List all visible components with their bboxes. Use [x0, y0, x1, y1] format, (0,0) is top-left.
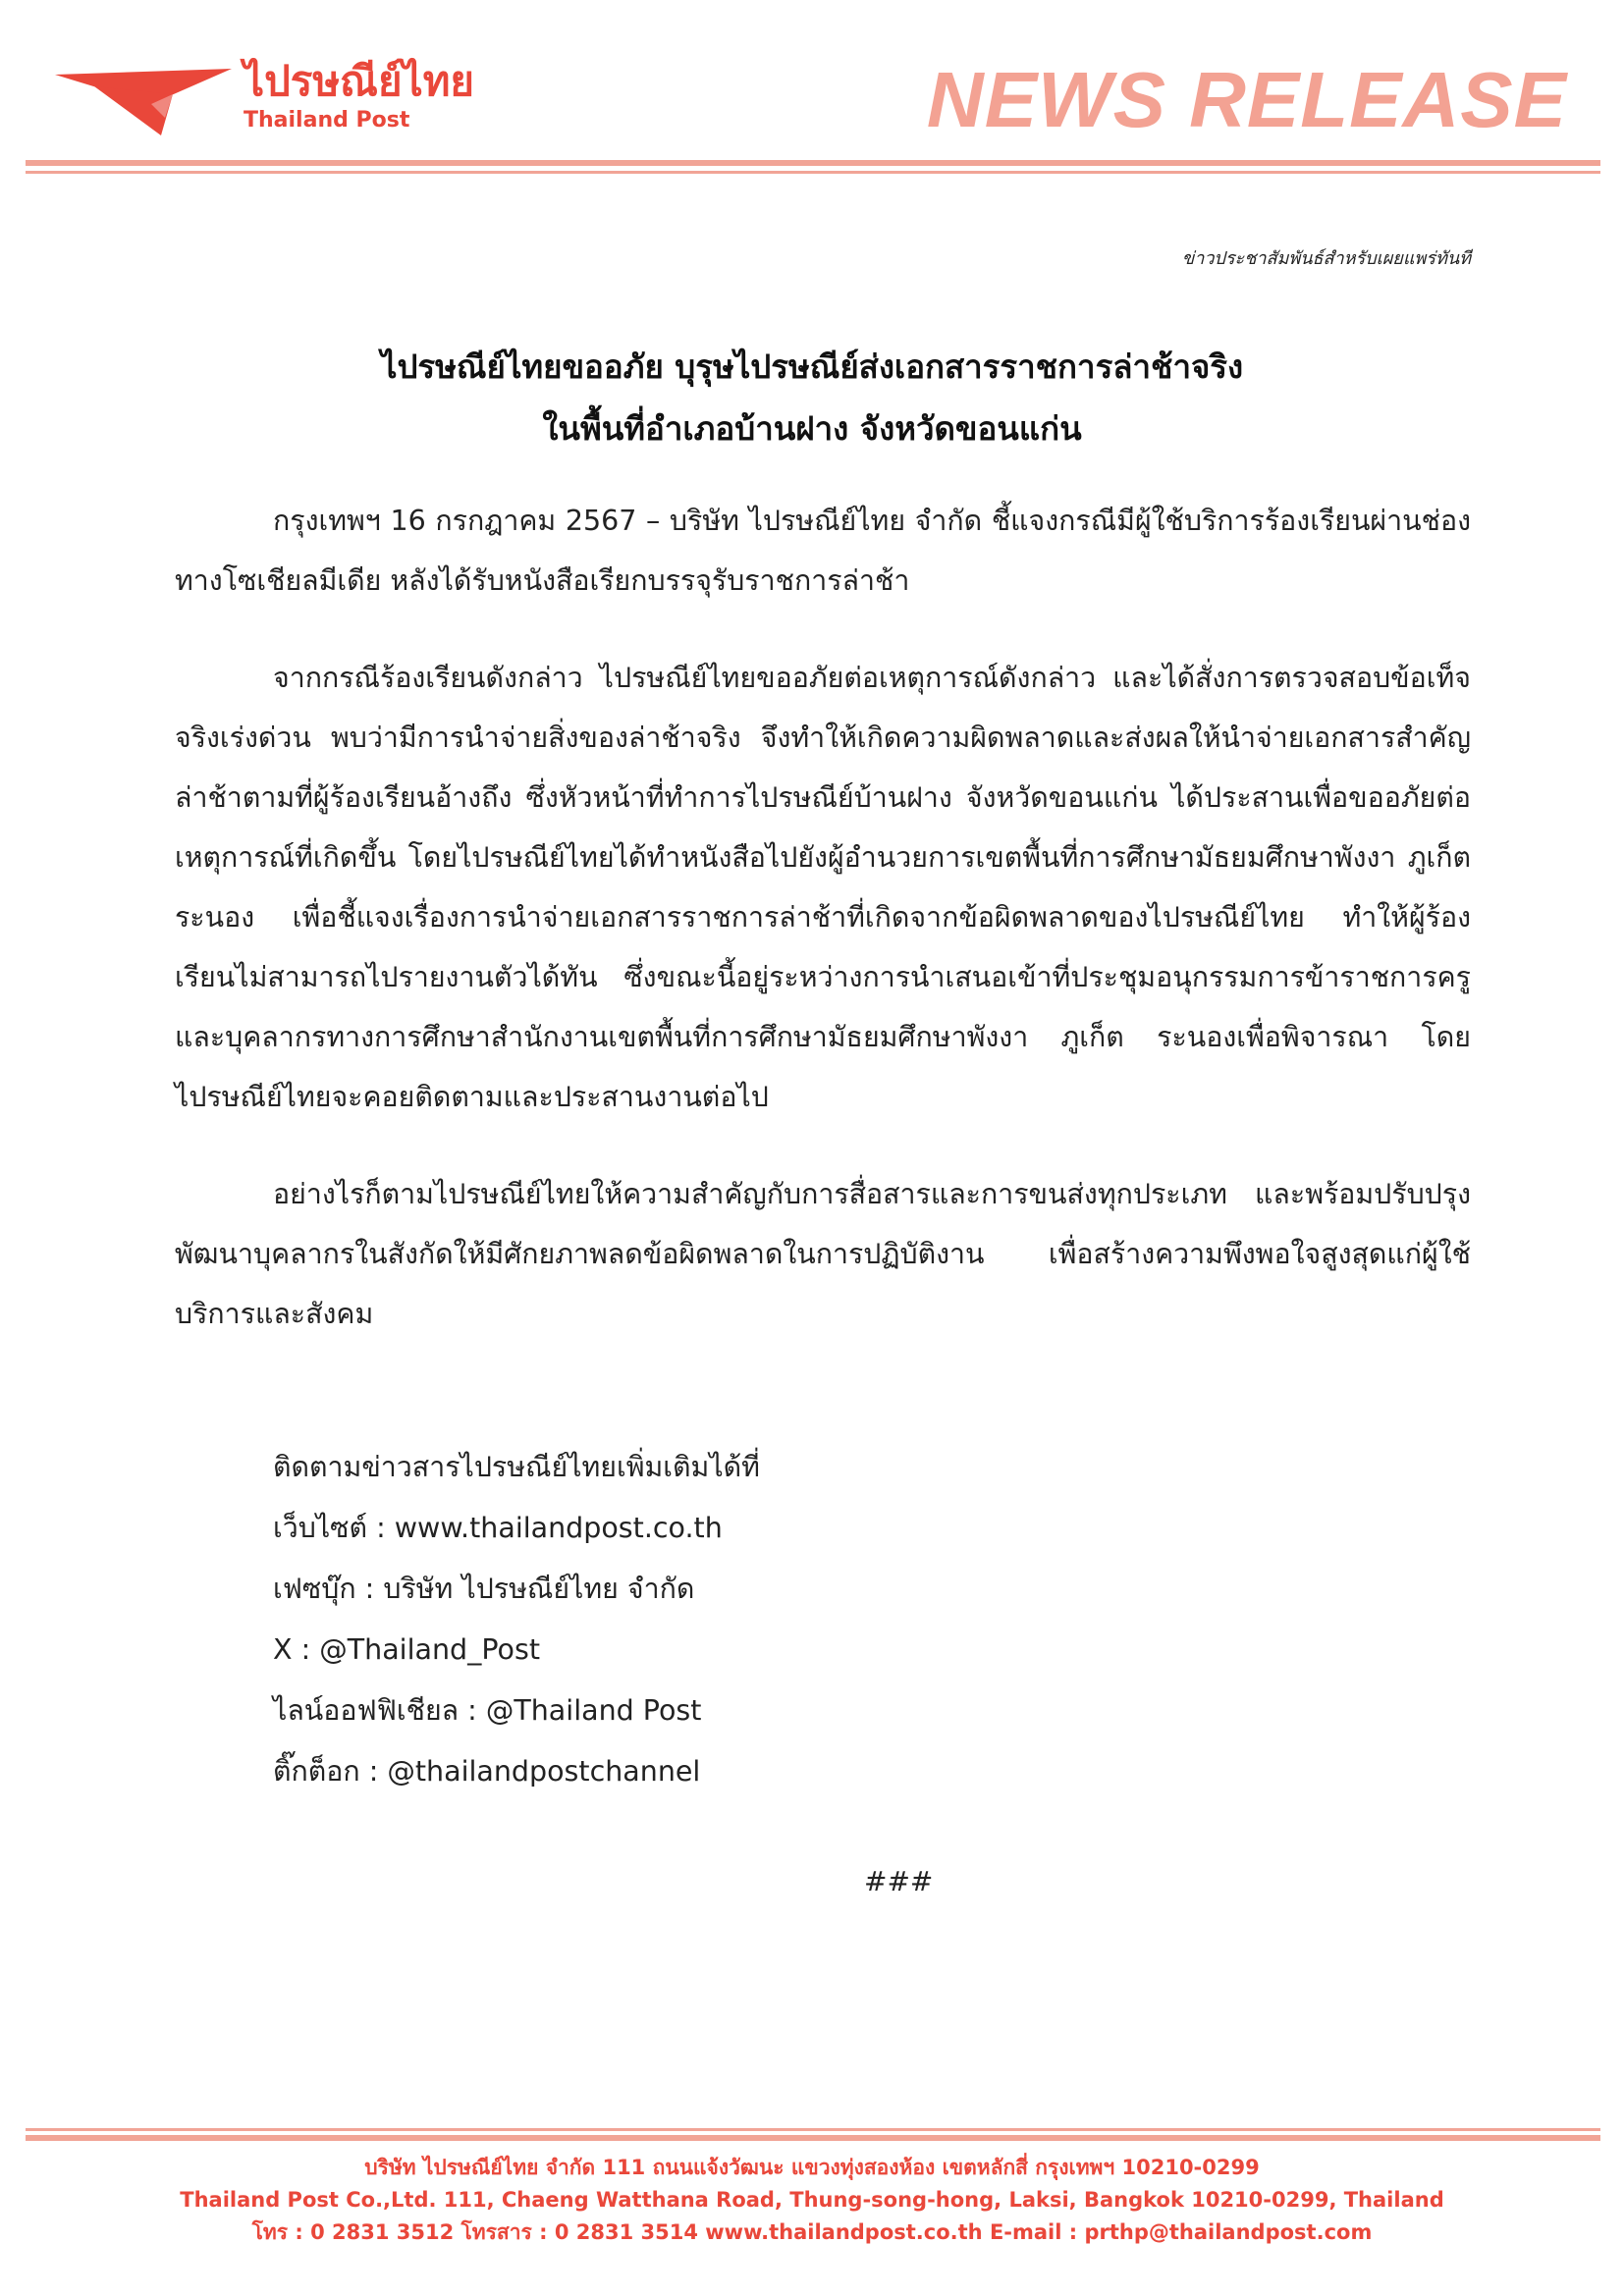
page-header: [0, 0, 1624, 187]
footer-address-thai: บริษัท ไปรษณีย์ไทย จำกัด 111 ถนนแจ้งวัฒนะ แขวงทุ่งสองห้อง เขตหลักสี่ กรุงเทพฯ 10210-0299: [364, 2156, 1260, 2179]
footer-divider-thin: [26, 2128, 1600, 2131]
paragraph-2: จากกรณีร้องเรียนดังกล่าว ไปรษณีย์ไทยขออภัยต่อเหตุการณ์ดังกล่าว และได้สั่งการตรวจสอบข้อเท็จจริงเร่งด่วน พบว่ามีการนำจ่ายสิ่งของล่าช้าจริง จึงทำให้เกิดความผิดพลาดและส่งผลให้นำจ่ายเอกสารสำคัญล่าช้าตามที่ผู้ร้องเรียนอ้างถึง ซึ่งหัวหน้าที่ทำการไปรษณีย์บ้านฝาง จังหวัดขอนแก่น ได้ประสานเพื่อขออภัยต่อเหตุการณ์ที่เกิดขึ้น โดยไปรษณีย์ไทยได้ทำหนังสือไปยังผู้อำนวยการเขตพื้นที่การศึกษามัธยมศึกษาพังงา ภูเก็ต ระนอง เพื่อชี้แจงเรื่องการนำจ่ายเอกสารราชการล่าช้าที่เกิดจากข้อผิดพลาดของไปรษณีย์ไทย ทำให้ผู้ร้องเรียนไม่สามารถไปรายงานตัวได้ทัน ซึ่งขณะนี้อยู่ระหว่างการนำเสนอเข้าที่ประชุมอนุกรรมการข้าราชการครูและบุคลากรทางการศึกษาสำนักงานเขตพื้นที่การศึกษามัธยมศึกษาพังงา ภูเก็ต ระนองเพื่อพิจารณา โดยไปรษณีย์ไทยจะคอยติดตามและประสานงานต่อไป: [175, 662, 1471, 1113]
follow-us-section: [273, 1437, 760, 1802]
headline: [0, 336, 1624, 459]
follow-website: เว็บไซต์ : www.thailandpost.co.th: [273, 1512, 723, 1544]
thailand-post-logo-icon: [55, 69, 232, 135]
follow-title: ติดตามข่าวสารไปรษณีย์ไทยเพิ่มเติมได้ที่: [273, 1451, 760, 1483]
follow-tiktok: ติ๊กต็อก : @thailandpostchannel: [273, 1755, 701, 1788]
follow-x: X : @Thailand_Post: [273, 1633, 541, 1666]
end-mark: ###: [864, 1865, 934, 1897]
footer-address-english: Thailand Post Co.,Ltd. 111, Chaeng Watthana Road, Thung-song-hong, Laksi, Bangkok 10210-0299, Thailand: [180, 2188, 1444, 2212]
follow-facebook: เฟซบุ๊ก : บริษัท ไปรษณีย์ไทย จำกัด: [273, 1573, 695, 1605]
page-footer: [0, 2152, 1624, 2249]
footer-contact: โทร : 0 2831 3512 โทรสาร : 0 2831 3514 www.thailandpost.co.th E-mail : prthp@thailandpost.com: [251, 2220, 1373, 2244]
headline-line-2: ในพื้นที่อำเภอบ้านฝาง จังหวัดขอนแก่น: [542, 409, 1082, 448]
paragraph-1: กรุงเทพฯ 16 กรกฎาคม 2567 – บริษัท ไปรษณีย์ไทย จำกัด ชี้แจงกรณีมีผู้ใช้บริการร้องเรียนผ่านช่องทางโซเชียลมีเดีย หลังได้รับหนังสือเรียกบรรจุรับราชการล่าช้า: [175, 505, 1471, 597]
headline-line-1: ไปรษณีย์ไทยขออภัย บุรุษไปรษณีย์ส่งเอกสารราชการล่าช้าจริง: [380, 347, 1244, 386]
header-divider: [26, 160, 1600, 166]
paragraph-3: อย่างไรก็ตามไปรษณีย์ไทยให้ความสำคัญกับการสื่อสารและการขนส่งทุกประเภท และพร้อมปรับปรุงพัฒนาบุคลากรในสังกัดให้มีศักยภาพลดข้อผิดพลาดในการปฏิบัติงาน เพื่อสร้างความพึงพอใจสูงสุดแก่ผู้ใช้บริการและสังคม: [175, 1178, 1471, 1330]
follow-line: ไลน์ออฟฟิเชียล : @Thailand Post: [273, 1694, 702, 1727]
release-note: ข่าวประชาสัมพันธ์สำหรับเผยแพร่ทันที: [1181, 248, 1471, 269]
logo-text-thai: ไปรษณีย์ไทย: [244, 57, 475, 105]
news-release-title: NEWS RELEASE: [926, 56, 1567, 143]
header-divider-thin: [26, 171, 1600, 174]
logo-text-english: Thailand Post: [244, 108, 410, 133]
footer-divider: [26, 2135, 1600, 2141]
